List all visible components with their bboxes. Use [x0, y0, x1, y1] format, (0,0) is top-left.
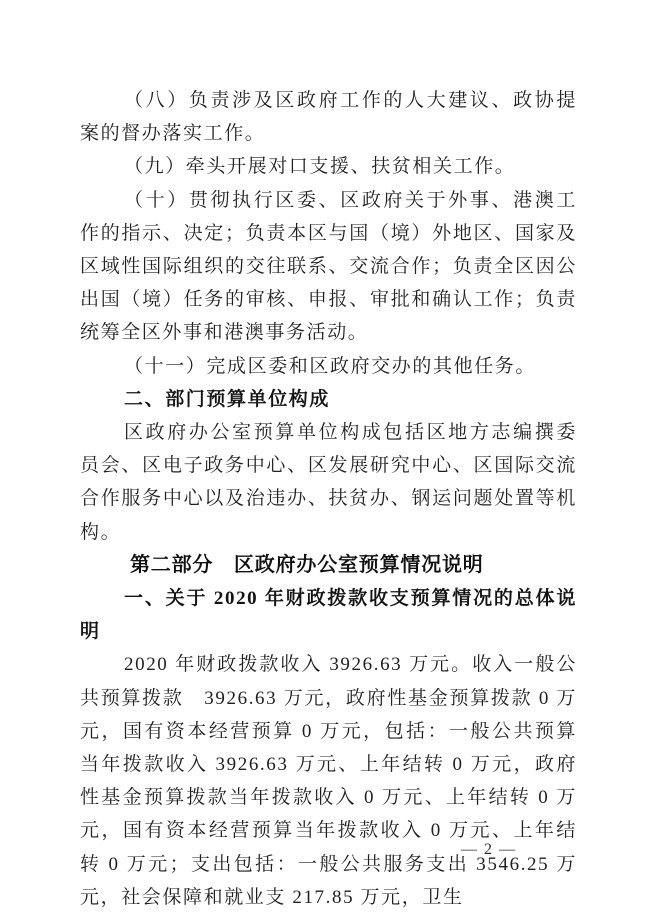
section-heading: 一、关于 2020 年财政拨款收支预算情况的总体说明	[80, 588, 577, 643]
paragraph: 2020 年财政拨款收入 3926.63 万元。收入一般公共预算拨款 3926.63 万元，政府性基金预算拨款 0 万元，国有资本经营预算 0 万元，包括：一般公共预算当年拨款收入 3926.63 万元、上年结转 0 万元，政府性基金预算拨款当年拨款收入 0 万元、上年结转 0 万元，国有资本经营预算当年拨款收入 0 万元、上年结转 0 万元；支出包括：一般公共服务支出 3546.25 万元，社会保障和就业支 217.85 万元，卫生	[80, 654, 577, 908]
paragraph: （十一）完成区委和区政府交办的其他任务。	[124, 355, 537, 377]
paragraph: 区政府办公室预算单位构成包括区地方志编撰委员会、区电子政务中心、区发展研究中心、区国际交流合作服务中心以及治违办、扶贫办、钢运问题处置等机构。	[80, 422, 577, 543]
paragraph: （八）负责涉及区政府工作的人大建议、政协提案的督办落实工作。	[80, 90, 577, 145]
paragraph: （十）贯彻执行区委、区政府关于外事、港澳工作的指示、决定；负责本区与国（境）外地区、国家及区域性国际组织的交往联系、交流合作；负责全区因公出国（境）任务的审核、申报、审批和确认工作；负责统筹全区外事和港澳事务活动。	[80, 189, 577, 344]
document-text-block	[80, 84, 577, 914]
section-heading: 二、部门预算单位构成	[124, 388, 331, 410]
paragraph: （九）牵头开展对口支援、扶贫相关工作。	[124, 156, 516, 178]
part-heading: 第二部分 区政府办公室预算情况说明	[130, 553, 484, 576]
page-number: — 2 —	[461, 841, 517, 858]
